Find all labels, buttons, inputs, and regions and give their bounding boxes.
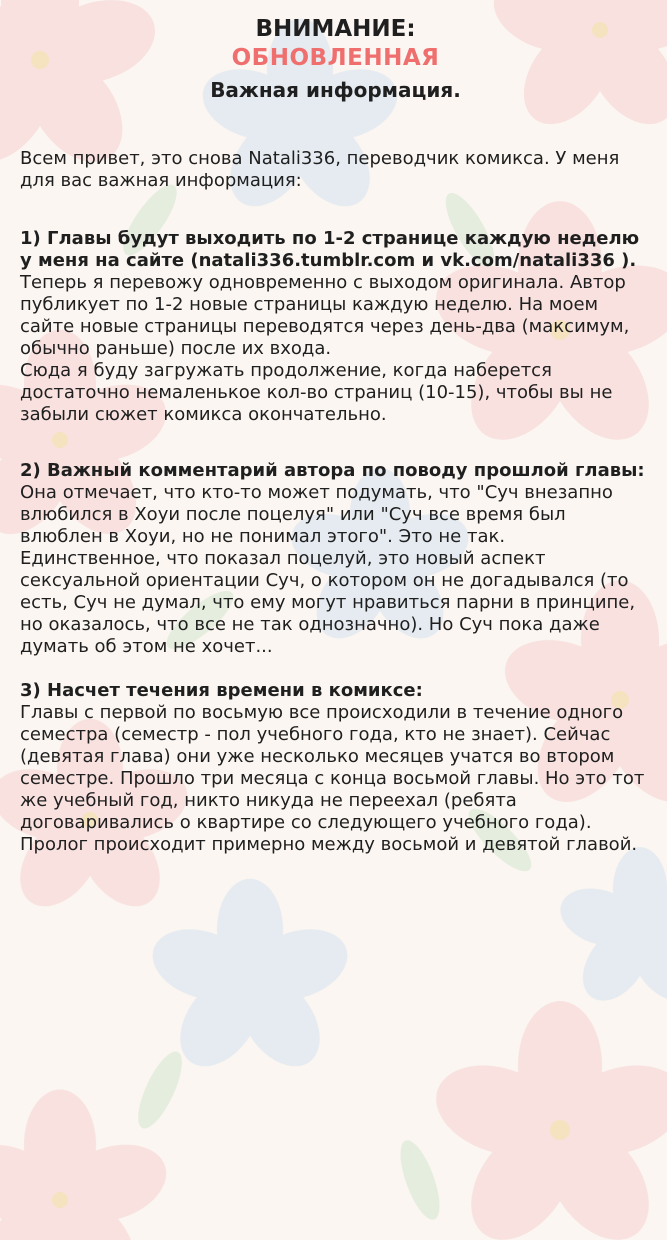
section-2-heading: 2) Важный комментарий автора по поводу прошлой главы: (20, 460, 645, 481)
intro-text: Всем привет, это снова Natali336, переводчик комикса. У меня для вас важная информация: (20, 148, 620, 191)
section-1 (20, 228, 651, 426)
section-3-heading: 3) Насчет течения времени в комиксе: (20, 680, 423, 701)
notice-title: ВНИМАНИЕ: (255, 16, 416, 42)
section-3 (20, 680, 651, 856)
section-2-paragraph-1: Она отмечает, что кто-то может подумать, что "Суч внезапно влюбился в Хоуи после поцелуя" или "Суч все время был влюблен в Хоуи, но не понимал этого". Это не так. Единственное, что показал поцелуй, это новый аспект сексуальной ориентации Суч, о котором он не догадывался (то есть, Суч не думал, что ему могут нравиться парни в принципе, но оказалось, что все не так однозначно). Но Суч пока даже думать об этом не хочет... (20, 482, 636, 657)
section-1-paragraph-1: Теперь я перевожу одновременно с выходом оригинала. Автор публикует по 1-2 новые страницы каждую неделю. На моем сайте новые страницы переводятся через день-два (максимум, обычно раньше) после их входа. (20, 272, 630, 359)
important-info-title: Важная информация. (210, 78, 461, 102)
section-3-paragraph-1: Главы с первой по восьмую все происходили в течение одного семестра (семестр - пол учебного года, кто не знает). Сейчас (девятая глава) они уже несколько месяцев учатся во втором семестре. Прошло три месяца с конца восьмой главы. Но это тот же учебный год, никто никуда не переехал (ребята договаривались о квартире со следующего учебного года). (20, 702, 645, 833)
section-1-heading: 1) Главы будут выходить по 1-2 странице каждую неделю у меня на сайте (natali336.tumblr.com и vk.com/natali336 ). (20, 228, 640, 271)
updated-label: ОБНОВЛЕННАЯ (231, 45, 440, 71)
section-1-paragraph-2: Сюда я буду загружать продолжение, когда наберется достаточно немаленькое кол-во страниц (10-15), чтобы вы не забыли сюжет комикса окончательно. (20, 360, 613, 425)
section-3-paragraph-2: Пролог происходит примерно между восьмой и девятой главой. (20, 834, 638, 855)
section-2 (20, 460, 651, 658)
